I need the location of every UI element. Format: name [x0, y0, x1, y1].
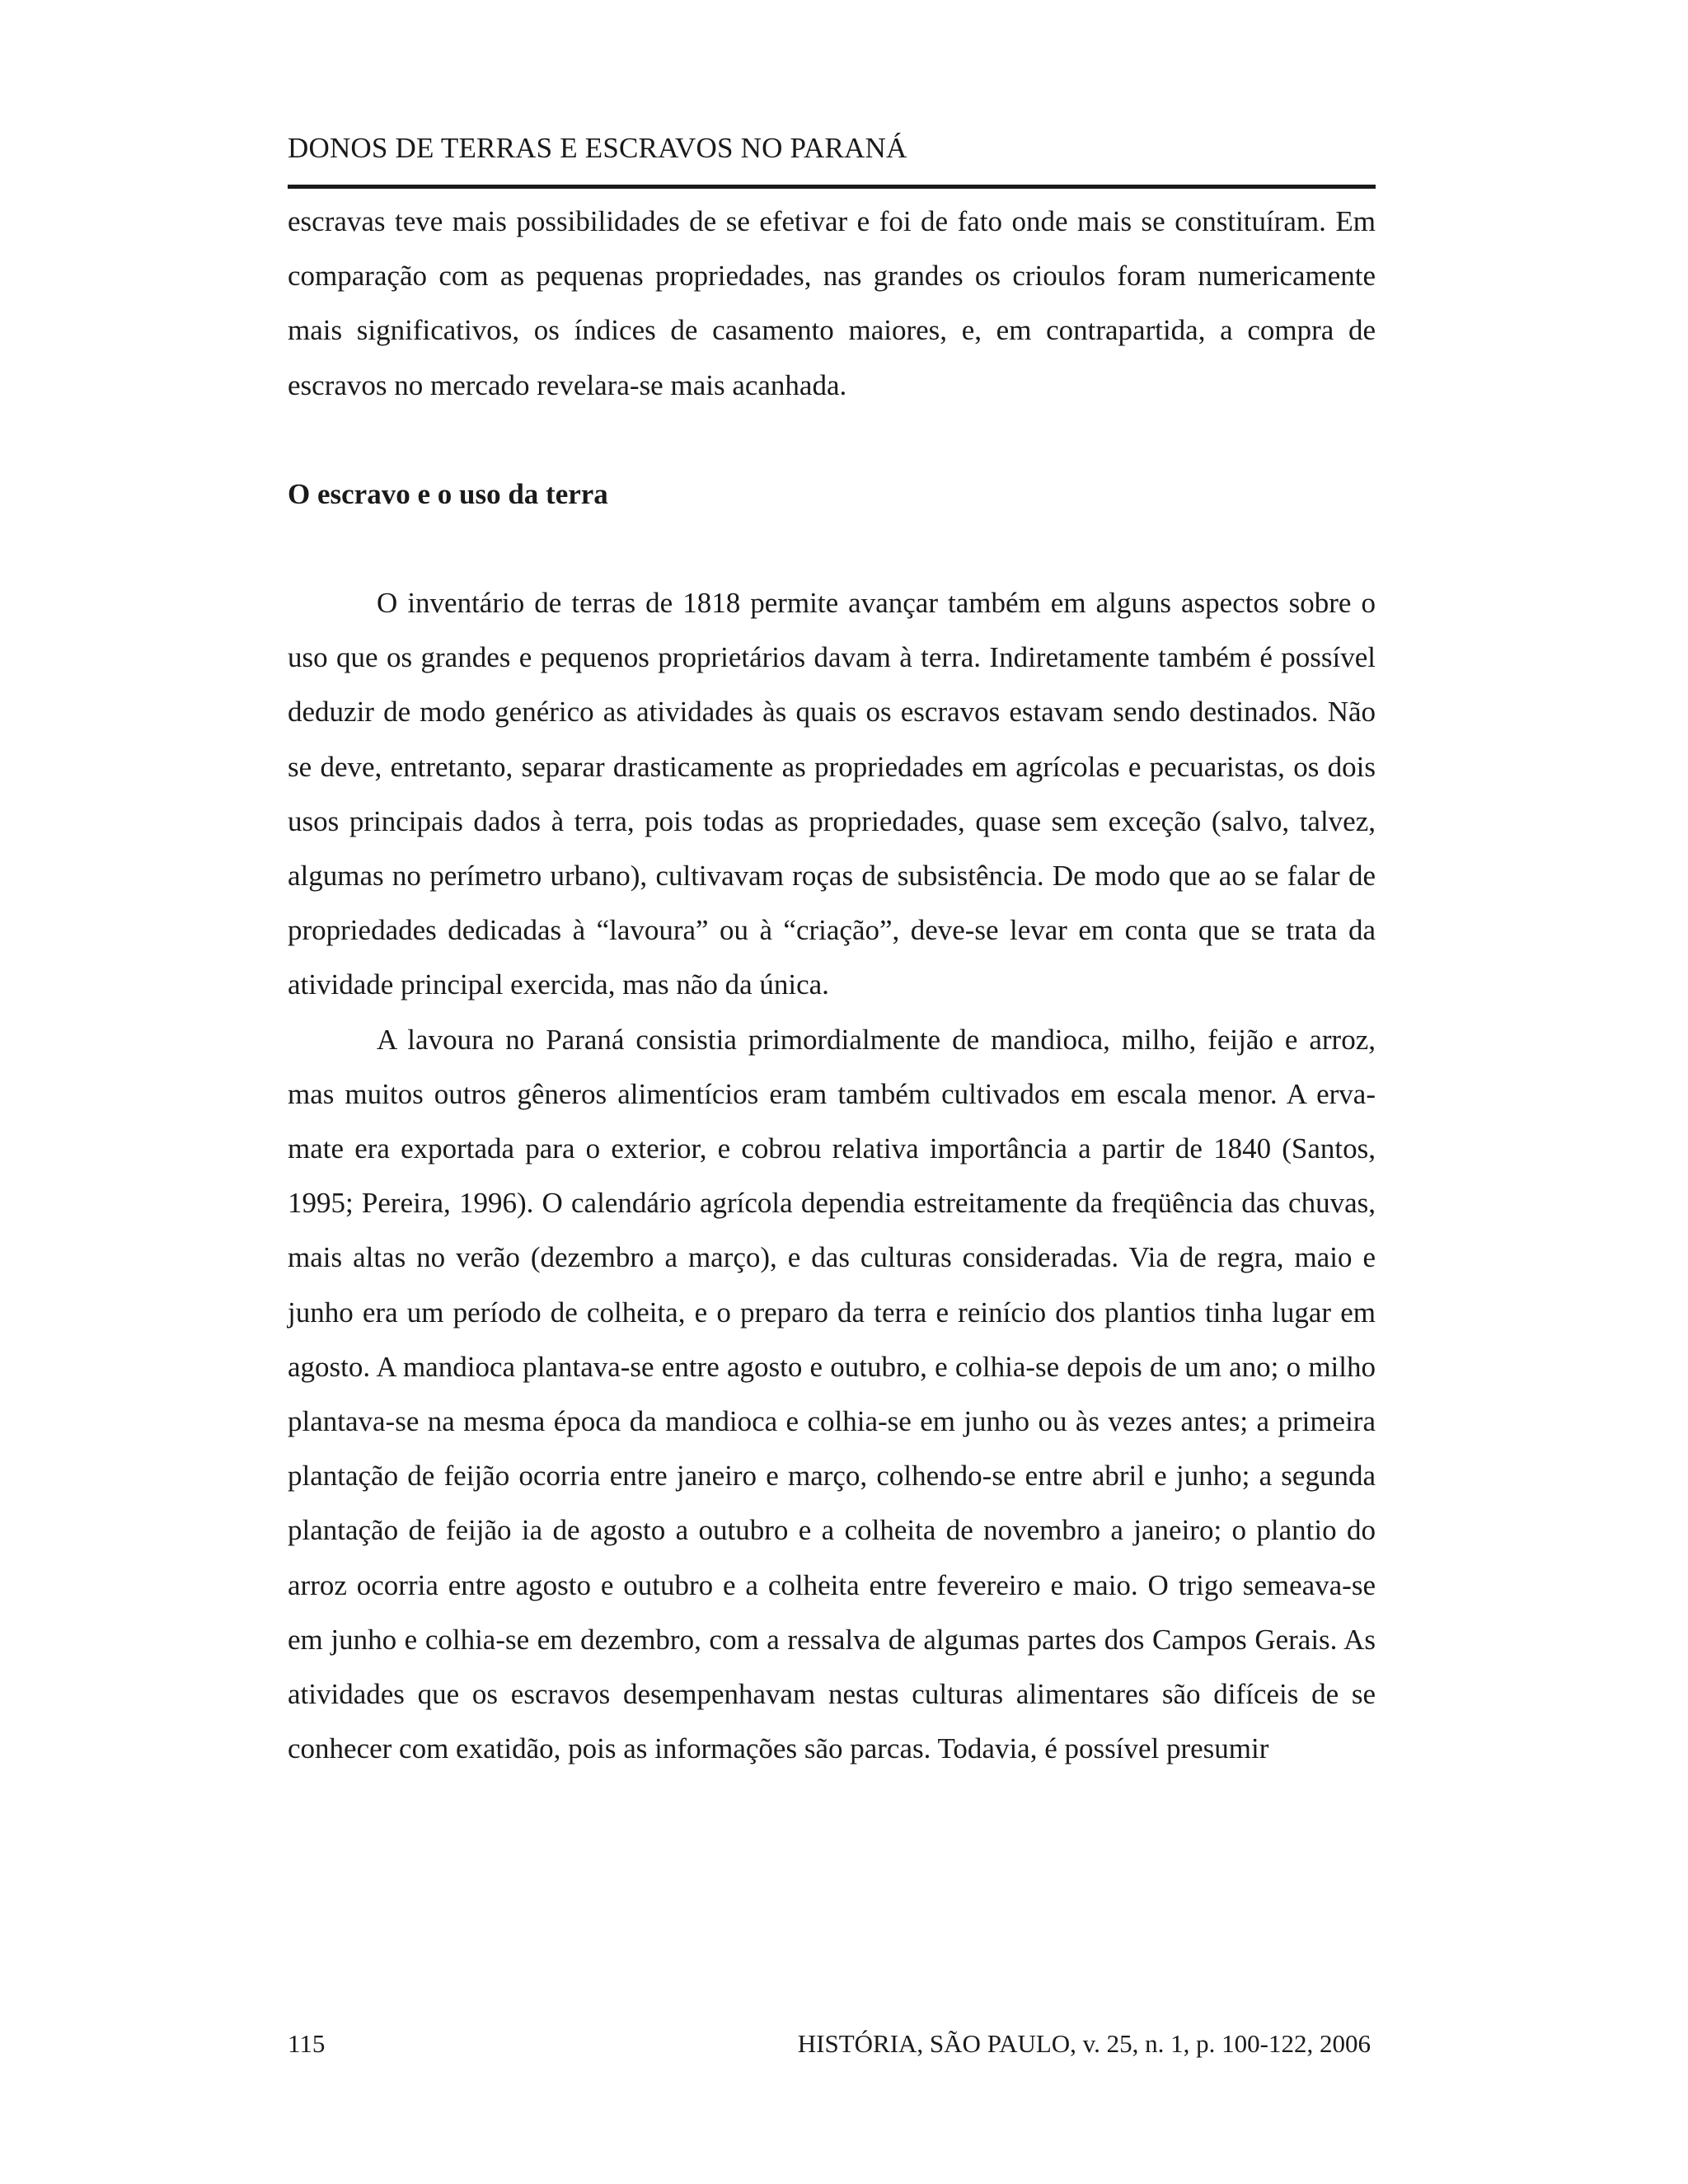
body-text — [288, 194, 1376, 1776]
journal-citation: HISTÓRIA, SÃO PAULO, v. 25, n. 1, p. 100-122, 2006 — [797, 2029, 1371, 2058]
continuation-paragraph: escravas teve mais possibilidades de se efetivar e foi de fato onde mais se constituíram. Em comparação com as pequenas propriedades, nas grandes os crioulos foram numericamente mais significativos, os índices de casamento maiores, e, em contrapartida, a compra de escravos no mercado revelara-se mais acanhada. — [288, 205, 1376, 401]
document-page — [288, 0, 1376, 2184]
running-header-title: DONOS DE TERRAS E ESCRAVOS NO PARANÁ — [288, 132, 907, 164]
paragraph: A lavoura no Paraná consistia primordialmente de mandioca, milho, feijão e arroz, mas muitos outros gêneros alimentícios eram também cultivados em escala menor. A erva-mate era exportada para o exterior, e cobrou relativa importância a partir de 1840 (Santos, 1995; Pereira, 1996). O calendário agrícola dependia estreitamente da freqüência das chuvas, mais altas no verão (dezembro a março), e das culturas consideradas. Via de regra, maio e junho era um período de colheita, e o preparo da terra e reinício dos plantios tinha lugar em agosto. A mandioca plantava-se entre agosto e outubro, e colhia-se depois de um ano; o milho plantava-se na mesma época da mandioca e colhia-se em junho ou às vezes antes; a primeira plantação de feijão ocorria entre janeiro e março, colhendo-se entre abril e junho; a segunda plantação de feijão ia de agosto a outubro e a colheita de novembro a janeiro; o plantio do arroz ocorria entre agosto e outubro e a colheita entre fevereiro e maio. O trigo semeava-se em junho e colhia-se em dezembro, com a ressalva de algumas partes dos Campos Gerais. As atividades que os escravos desempenhavam nestas culturas alimentares são difíceis de se conhecer com exatidão, pois as informações são parcas. Todavia, é possível presumir — [288, 1023, 1376, 1765]
section-heading: O escravo e o uso da terra — [288, 477, 608, 510]
header-rule — [288, 185, 1376, 189]
paragraph: O inventário de terras de 1818 permite avançar também em alguns aspectos sobre o uso que os grandes e pequenos proprietários davam à terra. Indiretamente também é possível deduzir de modo genérico as atividades às quais os escravos estavam sendo destinados. Não se deve, entretanto, separar drasticamente as propriedades em agrícolas e pecuaristas, os dois usos principais dados à terra, pois todas as propriedades, quase sem exceção (salvo, talvez, algumas no perímetro urbano), cultivavam roças de subsistência. De modo que ao se falar de propriedades dedicadas à “lavoura” ou à “criação”, deve-se levar em conta que se trata da atividade principal exercida, mas não da única. — [288, 587, 1376, 1001]
page-number: 115 — [288, 2029, 326, 2058]
